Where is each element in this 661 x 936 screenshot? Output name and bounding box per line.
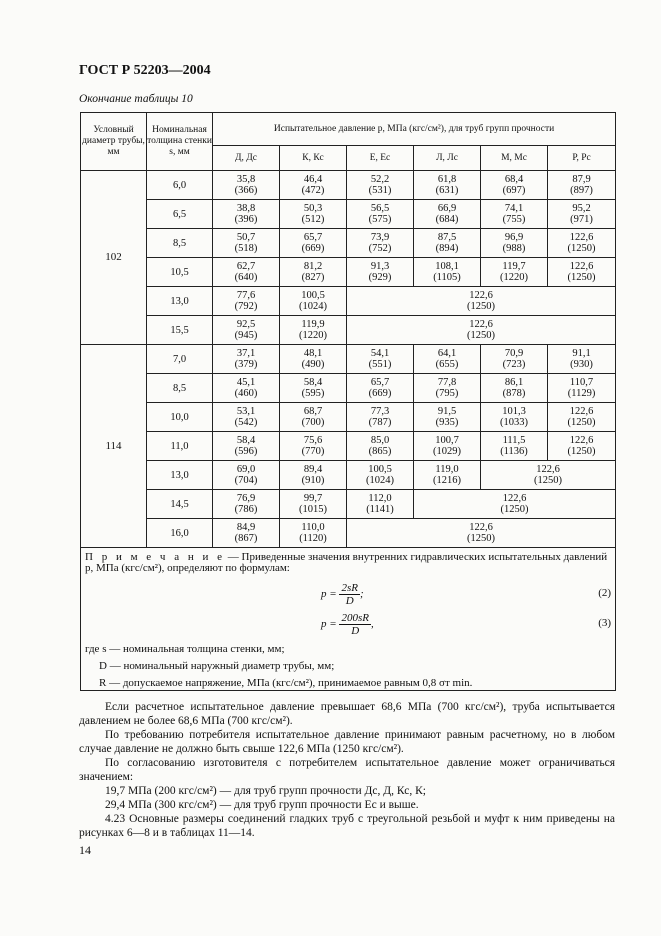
table-cell [548, 432, 616, 461]
table-cell [347, 316, 616, 345]
pressure-kgf: (1141) [366, 504, 394, 515]
pressure-mpa: 50,3 [303, 203, 323, 214]
pressure-mpa: 119,0 [435, 464, 459, 475]
table-cell [481, 403, 548, 432]
pressure-kgf: (894) [435, 243, 459, 254]
header-wall-thickness: Номинальная толщина стенки s, мм [147, 113, 213, 171]
table-row [81, 171, 616, 200]
pressure-mpa: 100,5 [301, 290, 325, 301]
wall-thickness-cell: 16,0 [147, 519, 213, 548]
pressure-kgf: (512) [301, 214, 325, 225]
pressure-mpa: 92,5 [236, 319, 256, 330]
note-intro [85, 552, 611, 574]
pressure-kgf: (1120) [299, 533, 327, 544]
table-cell [213, 287, 280, 316]
formula-tail: ; [359, 588, 364, 601]
pressure-kgf: (1250) [567, 417, 596, 428]
paragraph-1: Если расчетное испытательное давление превышает 68,6 МПа (700 кгс/см²), труба испытывается давлением не более 68,6 МПа (700 кгс/см²). [79, 701, 615, 727]
note-text: — Приведенные значения внутренних гидравлических испытательных давлений p, МПа (кгс/см²), определяют по формулам: [85, 551, 608, 574]
pressure-kgf: (472) [301, 185, 325, 196]
pressure-mpa: 100,5 [368, 464, 392, 475]
wall-thickness-cell: 8,5 [147, 374, 213, 403]
pressure-kgf: (595) [301, 388, 325, 399]
pressure-mpa: 100,7 [435, 435, 459, 446]
pressure-mpa: 108,1 [435, 261, 459, 272]
pressure-mpa: 69,0 [236, 464, 256, 475]
header-diameter: Условный диаметр трубы, мм [81, 113, 147, 171]
header-test-pressure: Испытательное давление p, МПа (кгс/см²), для труб групп прочности [213, 113, 616, 146]
table-cell [414, 229, 481, 258]
table-row [81, 403, 616, 432]
pressure-kgf: (669) [368, 388, 392, 399]
pressure-kgf: (770) [301, 446, 325, 457]
pressure-kgf: (1015) [299, 504, 327, 515]
formula-3 [321, 612, 374, 637]
pressure-mpa: 119,9 [301, 319, 325, 330]
pressure-mpa: 122,6 [469, 319, 493, 330]
pressure-mpa: 91,5 [437, 406, 457, 417]
table-cell [414, 345, 481, 374]
table-cell [481, 374, 548, 403]
table-cell [548, 200, 616, 229]
pressure-kgf: (366) [234, 185, 258, 196]
table-cell [213, 519, 280, 548]
pressure-mpa: 50,7 [236, 232, 256, 243]
pressure-kgf: (1250) [534, 475, 563, 486]
table-row [81, 287, 616, 316]
denominator: D [345, 595, 354, 607]
pressure-mpa: 122,6 [502, 493, 527, 504]
pressure-kgf: (930) [570, 359, 593, 370]
table-row [81, 490, 616, 519]
pressure-mpa: 122,6 [569, 261, 594, 272]
pressure-kgf: (752) [368, 243, 392, 254]
table-row [81, 461, 616, 490]
table-cell [280, 171, 347, 200]
pressure-kgf: (723) [502, 359, 526, 370]
formula-2 [321, 582, 364, 607]
formula-number-3: (3) [598, 617, 612, 629]
header-group-1: К, Кс [280, 146, 347, 171]
table-cell [280, 287, 347, 316]
table-cell [280, 403, 347, 432]
fraction [339, 612, 371, 637]
table-cell [347, 519, 616, 548]
table-cell [213, 200, 280, 229]
pressure-mpa: 38,8 [236, 203, 256, 214]
pressure-mpa: 53,1 [236, 406, 256, 417]
table-row [81, 345, 616, 374]
pressure-mpa: 61,8 [437, 174, 457, 185]
table-cell [347, 229, 414, 258]
pressure-kgf: (1250) [467, 330, 496, 341]
table-row [81, 258, 616, 287]
pressure-mpa: 46,4 [303, 174, 323, 185]
header-group-5: Р, Рс [548, 146, 616, 171]
pressure-kgf: (460) [234, 388, 258, 399]
pressure-kgf: (1250) [467, 533, 496, 544]
pressure-kgf: (1220) [299, 330, 327, 341]
table-row [81, 374, 616, 403]
table-row [81, 200, 616, 229]
pressure-kgf: (1220) [500, 272, 528, 283]
table-cell [548, 374, 616, 403]
table-row [81, 229, 616, 258]
table-cell [414, 258, 481, 287]
pressure-kgf: (787) [368, 417, 392, 428]
pressure-mpa: 122,6 [569, 232, 594, 243]
standard-header: ГОСТ Р 52203—2004 [79, 63, 211, 78]
table-cell [280, 490, 347, 519]
table-caption: Окончание таблицы 10 [79, 93, 193, 105]
pressure-kgf: (700) [301, 417, 325, 428]
pressure-mpa: 110,0 [301, 522, 325, 533]
pressure-mpa: 68,4 [504, 174, 524, 185]
pressure-kgf: (1033) [500, 417, 528, 428]
header-group-4: М, Мс [481, 146, 548, 171]
paragraph-6: 4.23 Основные размеры соединений гладких труб с треугольной резьбой и муфт к ним приведены на рисунках 6—8 и в таблицах 11—14. [79, 813, 615, 839]
pressure-mpa: 101,3 [502, 406, 526, 417]
pressure-kgf: (1024) [299, 301, 327, 312]
table-row [81, 432, 616, 461]
wall-thickness-cell: 10,0 [147, 403, 213, 432]
note-label: П р и м е ч а н и е [85, 551, 225, 563]
wall-thickness-cell: 7,0 [147, 345, 213, 374]
pressure-kgf: (669) [301, 243, 325, 254]
pressure-kgf: (1250) [567, 272, 596, 283]
formula-tail: , [370, 618, 374, 631]
table-cell [347, 171, 414, 200]
pressure-kgf: (704) [234, 475, 258, 486]
wall-thickness-cell: 10,5 [147, 258, 213, 287]
table-cell [213, 171, 280, 200]
table-cell [347, 461, 414, 490]
table-cell [280, 519, 347, 548]
pressure-kgf: (786) [234, 504, 258, 515]
pressure-mpa: 48,1 [303, 348, 323, 359]
table-cell [213, 316, 280, 345]
pressure-mpa: 76,9 [236, 493, 256, 504]
pressure-mpa: 73,9 [370, 232, 390, 243]
table-cell [347, 432, 414, 461]
wall-thickness-cell: 13,0 [147, 287, 213, 316]
table-cell [280, 345, 347, 374]
table-cell [213, 374, 280, 403]
pressure-kgf: (531) [368, 185, 392, 196]
pressure-mpa: 111,5 [502, 435, 526, 446]
pressure-kgf: (631) [435, 185, 459, 196]
table-cell [347, 490, 414, 519]
pressure-mpa: 89,4 [303, 464, 323, 475]
pressure-kgf: (827) [301, 272, 325, 283]
pressure-kgf: (1136) [500, 446, 528, 457]
pressure-mpa: 37,1 [236, 348, 256, 359]
wall-thickness-cell: 14,5 [147, 490, 213, 519]
pressure-kgf: (640) [234, 272, 258, 283]
pressure-kgf: (1250) [567, 243, 596, 254]
pressure-mpa: 122,6 [469, 290, 493, 301]
pressure-kgf: (795) [435, 388, 459, 399]
table-cell [280, 374, 347, 403]
header-group-0: Д, Дс [213, 146, 280, 171]
header-group-3: Л, Лс [414, 146, 481, 171]
pressure-kgf: (379) [234, 359, 258, 370]
table-cell [213, 403, 280, 432]
pressure-mpa: 65,7 [370, 377, 390, 388]
pressure-mpa: 86,1 [504, 377, 524, 388]
pressure-mpa: 99,7 [303, 493, 323, 504]
pressure-kgf: (897) [570, 185, 593, 196]
table-cell [280, 229, 347, 258]
table-cell [481, 461, 616, 490]
denominator: D [351, 625, 360, 637]
paragraph-5: 29,4 МПа (300 кгс/см²) — для труб групп прочности Ес и выше. [105, 799, 419, 811]
pressure-mpa: 45,1 [236, 377, 256, 388]
numerator: 2sR [341, 582, 358, 594]
pressure-kgf: (867) [234, 533, 258, 544]
pressure-mpa: 122,6 [569, 406, 594, 417]
wall-thickness-cell: 11,0 [147, 432, 213, 461]
pressure-mpa: 91,3 [370, 261, 390, 272]
definition-r: R — допускаемое напряжение, МПа (кгс/см²), принимаемое равным 0,8 σт min. [99, 677, 473, 689]
pressure-kgf: (971) [570, 214, 593, 225]
pressure-mpa: 52,2 [370, 174, 390, 185]
pressure-kgf: (575) [368, 214, 392, 225]
table-cell [213, 461, 280, 490]
pressure-kgf: (1250) [467, 301, 496, 312]
pressure-kgf: (1216) [433, 475, 461, 486]
pressure-kgf: (551) [368, 359, 392, 370]
table-cell [213, 229, 280, 258]
pressure-kgf: (596) [234, 446, 258, 457]
pressure-mpa: 77,3 [370, 406, 390, 417]
table-cell [548, 345, 616, 374]
pressure-kgf: (655) [435, 359, 459, 370]
pressure-kgf: (792) [234, 301, 258, 312]
table-cell [414, 432, 481, 461]
formula-number-2: (2) [598, 587, 612, 599]
pressure-mpa: 122,6 [469, 522, 493, 533]
pressure-mpa: 62,7 [236, 261, 256, 272]
definition-d: D — номинальный наружный диаметр трубы, мм; [99, 660, 335, 672]
pressure-mpa: 68,7 [303, 406, 323, 417]
pressure-mpa: 85,0 [370, 435, 390, 446]
table-cell [280, 258, 347, 287]
table-row [81, 316, 616, 345]
table-cell [280, 200, 347, 229]
pressure-kgf: (755) [502, 214, 526, 225]
table-cell [347, 258, 414, 287]
pressure-mpa: 35,8 [236, 174, 256, 185]
pressure-mpa: 58,4 [236, 435, 256, 446]
table-cell [548, 171, 616, 200]
pressure-mpa: 70,9 [504, 348, 524, 359]
table-cell [213, 490, 280, 519]
table-cell [548, 258, 616, 287]
paragraph-2: По требованию потребителя испытательное давление принимают равным расчетному, но в любом случае давление не должно быть свыше 122,6 МПа (1250 кгс/см²). [79, 729, 615, 755]
wall-thickness-cell: 6,0 [147, 171, 213, 200]
pressure-mpa: 87,5 [437, 232, 457, 243]
table-cell [481, 345, 548, 374]
pressure-kgf: (490) [301, 359, 325, 370]
pressure-kgf: (1029) [433, 446, 461, 457]
table-cell [414, 374, 481, 403]
table-cell [481, 432, 548, 461]
pressure-kgf: (1024) [366, 475, 394, 486]
pressure-kgf: (1250) [500, 504, 529, 515]
table-row [81, 519, 616, 548]
pressure-kgf: (865) [368, 446, 392, 457]
pressure-mpa: 91,1 [572, 348, 591, 359]
table-cell [280, 316, 347, 345]
pressure-mpa: 81,2 [303, 261, 323, 272]
table-cell [347, 200, 414, 229]
pressure-kgf: (1129) [567, 388, 596, 399]
pressure-mpa: 96,9 [504, 232, 524, 243]
table-cell [347, 345, 414, 374]
pressure-mpa: 66,9 [437, 203, 457, 214]
pressure-kgf: (1105) [433, 272, 461, 283]
wall-thickness-cell: 6,5 [147, 200, 213, 229]
pressure-kgf: (518) [234, 243, 258, 254]
pressure-mpa: 122,6 [536, 464, 560, 475]
pressure-mpa: 56,5 [370, 203, 390, 214]
pressure-mpa: 64,1 [437, 348, 457, 359]
pressure-kgf: (910) [301, 475, 325, 486]
table-cell [414, 461, 481, 490]
table-cell [414, 490, 616, 519]
table-cell [481, 229, 548, 258]
table-cell [347, 403, 414, 432]
paragraph-3: По согласованию изготовителя с потребителем испытательное давление может ограничиваться значением: [79, 757, 615, 783]
pressure-kgf: (684) [435, 214, 459, 225]
pressure-mpa: 95,2 [572, 203, 591, 214]
table-cell [481, 171, 548, 200]
pressure-mpa: 119,7 [502, 261, 526, 272]
table-cell [280, 461, 347, 490]
pressure-mpa: 74,1 [504, 203, 524, 214]
wall-thickness-cell: 13,0 [147, 461, 213, 490]
table-cell [213, 258, 280, 287]
table-cell [280, 432, 347, 461]
definition-s: где s — номинальная толщина стенки, мм; [85, 643, 285, 655]
pressure-kgf: (929) [368, 272, 392, 283]
pressure-mpa: 122,6 [569, 435, 594, 446]
pressure-mpa: 77,6 [236, 290, 256, 301]
table-cell [414, 171, 481, 200]
numerator: 200sR [341, 612, 369, 624]
table-cell [548, 403, 616, 432]
pressure-kgf: (542) [234, 417, 258, 428]
pressure-mpa: 112,0 [368, 493, 392, 504]
page-number: 14 [79, 843, 91, 857]
pressure-mpa: 54,1 [370, 348, 390, 359]
pressure-mpa: 65,7 [303, 232, 323, 243]
diameter-cell: 114 [81, 345, 147, 548]
table-cell [481, 258, 548, 287]
diameter-cell: 102 [81, 171, 147, 345]
table-cell [481, 200, 548, 229]
pressure-kgf: (988) [502, 243, 526, 254]
table-cell [347, 287, 616, 316]
wall-thickness-cell: 8,5 [147, 229, 213, 258]
pressure-kgf: (935) [435, 417, 459, 428]
pressure-mpa: 84,9 [236, 522, 256, 533]
pressure-mpa: 110,7 [569, 377, 594, 388]
table-cell [213, 432, 280, 461]
table-cell [414, 403, 481, 432]
fraction [339, 582, 360, 607]
pressure-table [80, 112, 616, 691]
table-cell [548, 229, 616, 258]
table-cell [414, 200, 481, 229]
pressure-mpa: 87,9 [572, 174, 591, 185]
table-cell [347, 374, 414, 403]
pressure-kgf: (396) [234, 214, 258, 225]
pressure-kgf: (1250) [567, 446, 596, 457]
pressure-kgf: (878) [502, 388, 526, 399]
header-group-2: Е, Ес [347, 146, 414, 171]
paragraph-4: 19,7 МПа (200 кгс/см²) — для труб групп прочности Дс, Д, Кс, К; [105, 785, 426, 797]
wall-thickness-cell: 15,5 [147, 316, 213, 345]
table-cell [213, 345, 280, 374]
pressure-kgf: (945) [234, 330, 258, 341]
formula-lhs: p = [321, 618, 337, 631]
pressure-mpa: 58,4 [303, 377, 323, 388]
formula-lhs: p = [321, 588, 337, 601]
pressure-mpa: 77,8 [437, 377, 457, 388]
pressure-kgf: (697) [502, 185, 526, 196]
pressure-mpa: 75,6 [303, 435, 323, 446]
table-note [81, 548, 616, 691]
